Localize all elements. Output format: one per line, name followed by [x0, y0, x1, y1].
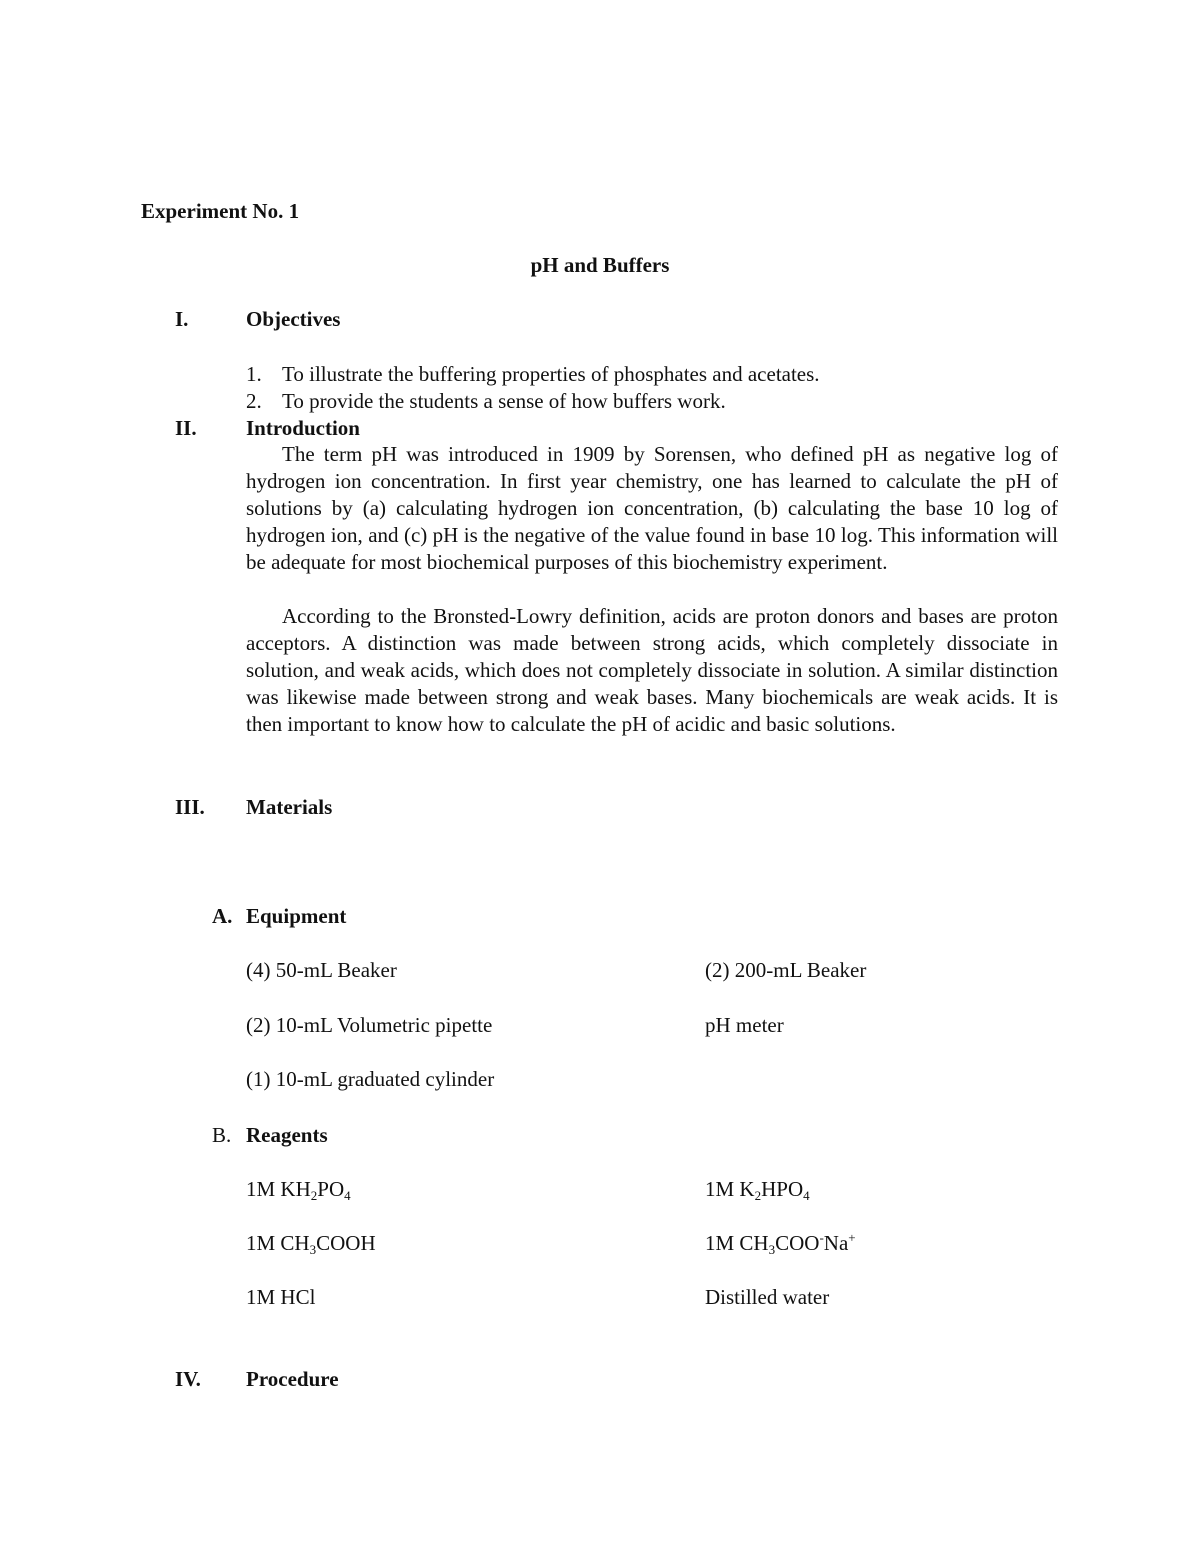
reagent-text: HPO — [761, 1177, 804, 1201]
section-numeral-materials: III. — [175, 795, 205, 819]
reagent-text: 1M K — [705, 1177, 755, 1201]
objective-text: To provide the students a sense of how buffers work. — [282, 389, 726, 413]
equipment-item: (1) 10-mL graduated cylinder — [246, 1067, 495, 1091]
subsection-letter-reagents: B. — [212, 1123, 232, 1147]
reagent-subscript: 3 — [309, 1242, 317, 1257]
objective-text: To illustrate the buffering properties of phosphates and acetates. — [282, 362, 820, 386]
reagent-superscript: + — [848, 1230, 856, 1245]
introduction-paragraph — [246, 441, 1058, 576]
reagent-subscript: 2 — [310, 1188, 318, 1203]
section-heading-introduction: Introduction — [246, 416, 360, 440]
objective-number: 2. — [246, 389, 262, 413]
reagent-text: 1M CH — [705, 1231, 769, 1255]
reagent-item-k2hpo4 — [705, 1177, 810, 1203]
document-title: pH and Buffers — [530, 253, 670, 277]
reagent-subscript: 4 — [803, 1188, 810, 1203]
reagent-subscript: 4 — [344, 1188, 351, 1203]
reagent-text: PO — [317, 1177, 345, 1201]
reagent-item-distilled-water: Distilled water — [705, 1285, 830, 1309]
introduction-paragraph-text: The term pH was introduced in 1909 by Sorensen, who defined pH as negative log of hydrogen ion concentration. In first year chemistry, one has learned to calculate the pH of solutions by (a) calculating hydrogen ion concentration, (b) calculating the base 10 log of hydrogen ion, and (c) pH is the negative of the value found in base 10 log. This information will be adequate for most biochemical purposes of this biochemistry experiment. — [246, 442, 1058, 575]
reagent-item-hcl: 1M HCl — [246, 1285, 316, 1309]
reagent-item-sodium-acetate — [705, 1230, 856, 1257]
section-heading-objectives: Objectives — [246, 307, 341, 331]
reagent-item-kh2po4 — [246, 1177, 351, 1203]
introduction-paragraph-text: According to the Bronsted-Lowry definition, acids are proton donors and bases are proton acceptors. A distinction was made between strong acids, which completely dissociate in solution, and weak acids, which does not completely dissociate in solution. A similar distinction was likewise made between strong and weak bases. Many biochemicals are weak acids. It is then important to know how to calculate the pH of acidic and basic solutions. — [246, 604, 1058, 737]
reagent-superscript: - — [819, 1230, 824, 1245]
section-heading-materials: Materials — [246, 795, 333, 819]
equipment-item: (2) 200-mL Beaker — [705, 958, 867, 982]
subsection-heading-reagents: Reagents — [246, 1123, 328, 1147]
section-numeral-objectives: I. — [175, 307, 189, 331]
reagent-subscript: 2 — [754, 1188, 762, 1203]
reagent-subscript: 3 — [768, 1242, 776, 1257]
reagent-text: Na — [823, 1231, 849, 1255]
equipment-item: (2) 10-mL Volumetric pipette — [246, 1013, 493, 1037]
reagent-text: COOH — [316, 1231, 376, 1255]
reagent-text: COO — [775, 1231, 820, 1255]
equipment-item: (4) 50-mL Beaker — [246, 958, 397, 982]
section-heading-procedure: Procedure — [246, 1367, 339, 1391]
equipment-item: pH meter — [705, 1013, 784, 1037]
reagent-text: 1M CH — [246, 1231, 310, 1255]
subsection-letter-equipment: A. — [212, 904, 233, 928]
section-numeral-introduction: II. — [175, 416, 197, 440]
subsection-heading-equipment: Equipment — [246, 904, 347, 928]
reagent-text: 1M KH — [246, 1177, 311, 1201]
objective-number: 1. — [246, 362, 262, 386]
experiment-label: Experiment No. 1 — [141, 199, 300, 223]
reagent-item-acetic-acid — [246, 1231, 376, 1257]
introduction-paragraph — [246, 603, 1058, 738]
section-numeral-procedure: IV. — [175, 1367, 201, 1391]
